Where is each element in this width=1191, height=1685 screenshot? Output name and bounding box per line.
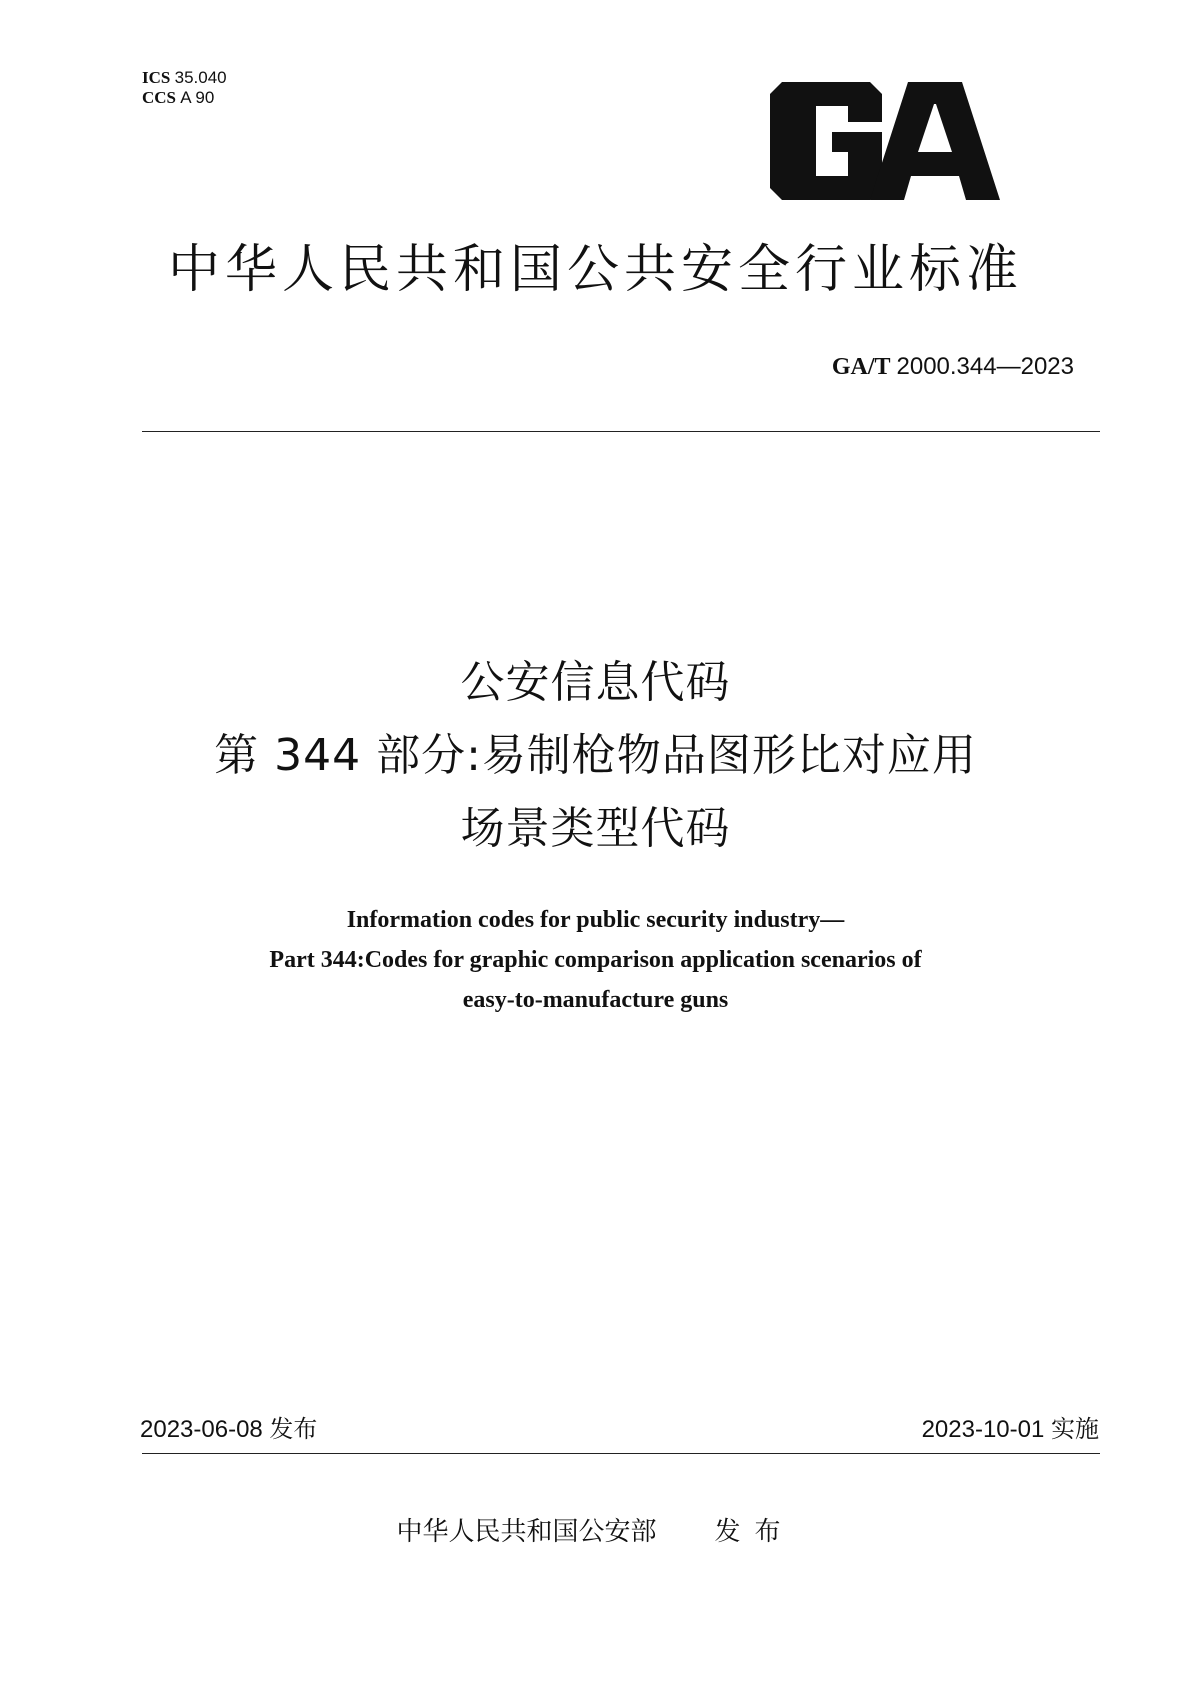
industry-standard-title: 中华人民共和国公共安全行业标准 [167,240,1023,300]
ga-logo-letter-g [770,82,882,200]
english-title-line-2: Part 344:Codes for graphic comparison application scenarios of [269,947,922,973]
ccs-label: CCS [142,88,177,107]
publisher-action: 发布 [714,1517,795,1547]
ics-label: ICS [142,68,171,87]
issue-date: 2023-06-08 发布 [140,1416,318,1443]
english-title-line-1: Information codes for public security industry— [346,907,845,933]
ccs-value: A 90 [180,88,215,107]
ics-code [142,68,227,88]
standard-number [832,352,1074,382]
english-title-line-3: easy-to-manufacture guns [462,987,729,1013]
publisher [0,1516,1191,1548]
chinese-title-line-3: 场景类型代码 [460,803,731,854]
ics-value: 35.040 [174,68,227,87]
standard-number-value: 2000.344—2023 [896,353,1074,380]
ga-logo [770,82,1000,200]
top-divider [142,431,1100,432]
ga-logo-letter-a [870,82,1000,200]
bottom-divider [142,1453,1100,1454]
publisher-name: 中华人民共和国公安部 [396,1517,657,1547]
standard-number-prefix: GA/T [831,354,891,380]
ccs-code [142,88,214,108]
chinese-title-line-1: 公安信息代码 [460,657,731,708]
implementation-date: 2023-10-01 实施 [921,1416,1099,1443]
chinese-title-line-2: 第 344 部分:易制枪物品图形比对应用 [214,730,977,781]
